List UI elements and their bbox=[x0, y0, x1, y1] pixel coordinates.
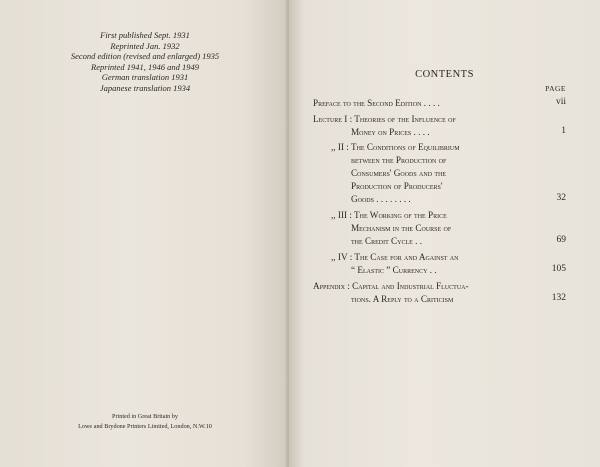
pub-line: Reprinted 1941, 1946 and 1949 bbox=[91, 61, 199, 72]
contents-title: CONTENTS bbox=[415, 69, 474, 80]
toc-page-number: 1 bbox=[561, 126, 566, 136]
pub-line: Japanese translation 1934 bbox=[99, 82, 191, 93]
pub-line: First published Sept. 1931 bbox=[100, 30, 190, 40]
toc-line: Appendix : Capital and Industrial Fluctua- bbox=[313, 281, 469, 291]
pub-line: Reprinted Jan. 1932 bbox=[110, 40, 180, 51]
toc-page-number: 132 bbox=[551, 293, 566, 303]
printer-line: Printed in Great Britain by bbox=[112, 413, 178, 420]
toc-page-number: vii bbox=[555, 97, 566, 107]
toc-page-number: 69 bbox=[556, 235, 566, 245]
toc-entry-lecture-4 bbox=[313, 251, 548, 277]
toc-line: between the Production of bbox=[351, 155, 447, 165]
toc-line: Money on Prices . . . . bbox=[351, 127, 430, 137]
pub-line: German translation 1931 bbox=[101, 72, 189, 83]
toc-line: Mechanism in the Course of bbox=[351, 223, 452, 233]
toc-line: Production of Producers' bbox=[351, 181, 443, 191]
printer-imprint bbox=[40, 412, 250, 431]
right-page bbox=[289, 0, 600, 467]
toc-line: ,, II : The Conditions of Equilibrium bbox=[331, 142, 460, 152]
toc-line: the Credit Cycle . . bbox=[351, 236, 423, 246]
toc-line: ,, IV : The Case for and Against an bbox=[331, 252, 459, 262]
toc-entry-appendix bbox=[313, 280, 548, 306]
toc-entry-lecture-1 bbox=[313, 113, 548, 139]
publication-history bbox=[60, 30, 230, 94]
toc-page-number: 105 bbox=[551, 264, 566, 274]
page-column-heading: PAGE bbox=[545, 84, 566, 93]
printer-line: Lowe and Brydone Printers Limited, London, N.W.10 bbox=[78, 422, 212, 430]
toc-entry-preface bbox=[313, 97, 548, 110]
toc-line: ,, III : The Working of the Price bbox=[331, 210, 447, 220]
toc-line: “ Elastic ” Currency . . bbox=[351, 265, 437, 275]
toc-line: Goods . . . . . . . . bbox=[351, 194, 411, 204]
pub-line: Second edition (revised and enlarged) 1935 bbox=[70, 51, 220, 62]
toc-page-number: 32 bbox=[556, 193, 566, 203]
toc-line: Consumers' Goods and the bbox=[351, 168, 446, 178]
toc-entry-lecture-2 bbox=[313, 141, 548, 206]
toc-line: Preface to the Second Edition . . . . bbox=[313, 98, 440, 108]
left-page bbox=[0, 0, 287, 467]
toc-line: tions. A Reply to a Criticism bbox=[351, 294, 454, 304]
toc-entry-lecture-3 bbox=[313, 209, 548, 248]
toc-line: Lecture I : Theories of the Influence of bbox=[313, 114, 456, 124]
